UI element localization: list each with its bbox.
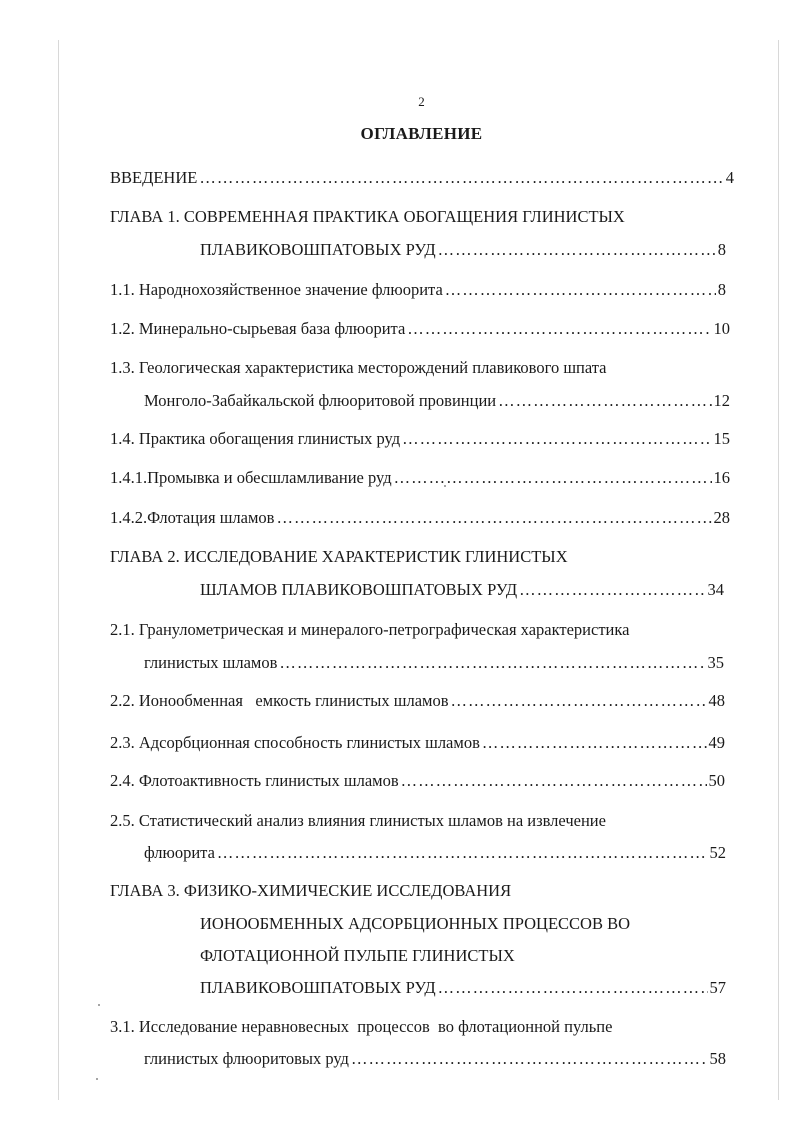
toc-chapter-2-heading[interactable]: ГЛАВА 2. ИССЛЕДОВАНИЕ ХАРАКТЕРИСТИК ГЛИНИСТЫХ [110, 547, 568, 566]
scan-edge-right [778, 40, 779, 1100]
toc-entry-3-1-heading[interactable]: 3.1. Исследование неравновесных процессов во флотационной пульпе [110, 1017, 613, 1036]
toc-entry-1-4-2[interactable] [110, 508, 730, 528]
dot-leader [351, 1049, 708, 1069]
toc-entry-text: ШЛАМОВ ПЛАВИКОВОШПАТОВЫХ РУД [200, 580, 518, 599]
toc-entry-2-5-heading[interactable]: 2.5. Статистический анализ влияния глинистых шламов на извлечение [110, 811, 606, 830]
toc-entry-text: 1.2. Минерально-сырьевая база флюорита [110, 319, 406, 338]
toc-page-number: 49 [708, 733, 725, 752]
dot-leader [199, 168, 723, 188]
toc-entry-1-2[interactable] [110, 319, 730, 339]
toc-chapter-3-heading-line1[interactable]: ГЛАВА 3. ФИЗИКО-ХИМИЧЕСКИЕ ИССЛЕДОВАНИЯ [110, 881, 512, 900]
dot-leader [407, 319, 711, 339]
dot-leader [498, 391, 711, 411]
page-number: 2 [418, 94, 425, 109]
toc-page-number: 16 [713, 468, 730, 487]
toc-entry-text: ПЛАВИКОВОШПАТОВЫХ РУД [200, 240, 436, 259]
dot-leader [445, 280, 716, 300]
toc-entry-text: флюорита [144, 843, 215, 862]
toc-entry-2-2[interactable] [110, 691, 725, 711]
scan-edge-left [58, 40, 59, 1100]
toc-page-number: 35 [707, 653, 724, 672]
toc-page-number: 10 [713, 319, 730, 338]
toc-page-number: 8 [717, 280, 726, 299]
toc-chapter-3-heading-line2: ИОНООБМЕННЫХ АДСОРБЦИОННЫХ ПРОЦЕССОВ ВО [200, 914, 630, 933]
dot-leader [217, 843, 708, 863]
toc-entry-text: 2.4. Флотоактивность глинистых шламов [110, 771, 399, 790]
dot-leader [402, 429, 711, 449]
toc-chapter-1-heading[interactable]: ГЛАВА 1. СОВРЕМЕННАЯ ПРАКТИКА ОБОГАЩЕНИЯ ГЛИНИСТЫХ [110, 207, 625, 226]
toc-page-number: 58 [709, 1049, 726, 1068]
toc-entry-2-3[interactable] [110, 733, 725, 753]
toc-page-number: 8 [717, 240, 726, 259]
toc-entry-3-1[interactable] [144, 1049, 726, 1069]
toc-entry-text: 1.1. Народнохозяйственное значение флюорита [110, 280, 443, 299]
toc-entry-text: 2.3. Адсорбционная способность глинистых шламов [110, 733, 480, 752]
toc-entry-text: 1.4.1.Промывка и обесшламливание руд [110, 468, 392, 487]
dot-leader [401, 771, 707, 791]
toc-entry-chapter-1[interactable] [200, 240, 726, 260]
toc-entry-chapter-2[interactable] [200, 580, 724, 600]
toc-page-number: 48 [708, 691, 725, 710]
toc-entry-text: глинистых шламов [144, 653, 278, 672]
dot-leader [394, 468, 712, 488]
dot-leader [451, 691, 707, 711]
toc-entry-introduction[interactable] [110, 168, 734, 188]
scan-speck [444, 485, 446, 487]
toc-entry-text: 1.4. Практика обогащения глинистых руд [110, 429, 401, 448]
dot-leader [279, 653, 705, 673]
toc-entry-text: Монголо-Забайкальской флюоритовой провинции [144, 391, 497, 410]
toc-entry-1-3[interactable] [144, 391, 730, 411]
toc-entry-1-3-heading[interactable]: 1.3. Геологическая характеристика месторождений плавикового шпата [110, 358, 607, 377]
toc-entry-text: 2.2. Ионообменная емкость глинистых шламов [110, 691, 449, 710]
scan-speck [96, 1078, 98, 1080]
toc-entry-text: ВВЕДЕНИЕ [110, 168, 198, 187]
dot-leader [482, 733, 707, 753]
dot-leader [519, 580, 705, 600]
toc-entry-text: глинистых флюоритовых руд [144, 1049, 349, 1068]
toc-entry-2-1[interactable] [144, 653, 724, 673]
toc-page-number: 28 [713, 508, 730, 527]
toc-page-number: 57 [709, 978, 726, 997]
toc-page-number: 12 [713, 391, 730, 410]
toc-entry-2-5[interactable] [144, 843, 726, 863]
toc-entry-1-4[interactable] [110, 429, 730, 449]
toc-page-number: 4 [725, 168, 734, 187]
toc-page-number: 15 [713, 429, 730, 448]
toc-entry-text: 1.4.2.Флотация шламов [110, 508, 275, 527]
toc-page-number: 50 [708, 771, 725, 790]
toc-page-number: 52 [709, 843, 726, 862]
dot-leader [438, 978, 708, 998]
toc-chapter-3-heading-line3: ФЛОТАЦИОННОЙ ПУЛЬПЕ ГЛИНИСТЫХ [200, 946, 515, 965]
toc-entry-2-4[interactable] [110, 771, 725, 791]
dot-leader [438, 240, 716, 260]
toc-entry-2-1-heading[interactable]: 2.1. Гранулометрическая и минералого-петрографическая характеристика [110, 620, 630, 639]
page-title: ОГЛАВЛЕНИЕ [360, 124, 483, 143]
toc-entry-1-1[interactable] [110, 280, 726, 300]
dot-leader [276, 508, 711, 528]
toc-entry-chapter-3[interactable] [200, 978, 726, 998]
scan-speck [98, 1004, 100, 1006]
toc-page-number: 34 [707, 580, 724, 599]
toc-entry-1-4-1[interactable] [110, 468, 730, 488]
toc-entry-text: ПЛАВИКОВОШПАТОВЫХ РУД [200, 978, 436, 997]
